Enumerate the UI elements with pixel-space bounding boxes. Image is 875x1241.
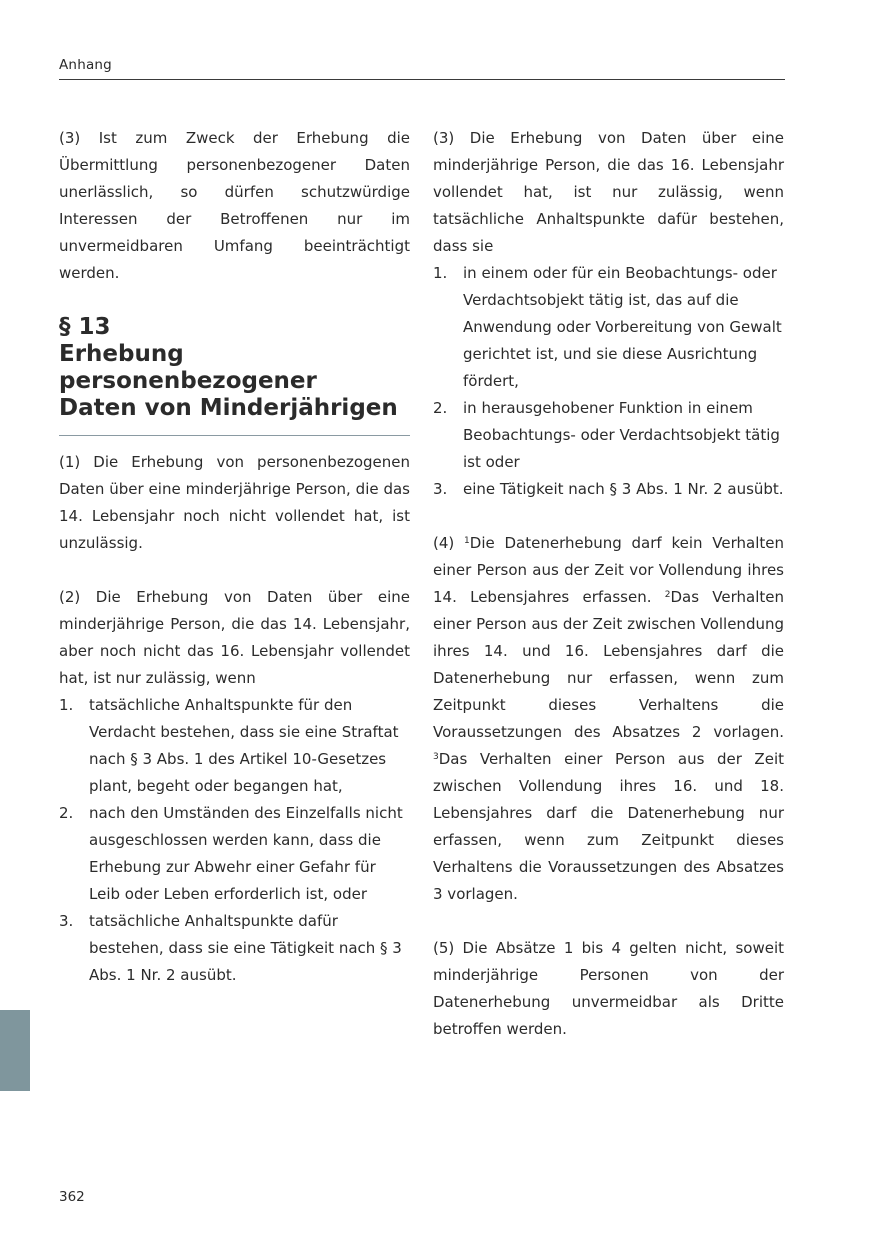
sentence-3: Das Verhalten einer Person aus der Zeit zwischen Vollendung ihres 16. und 18. Lebensjahres darf die Datenerhebung nur erfassen, wenn zum Zeitpunkt dieses Verhaltens die Voraussetzungen des Absatzes 3 vorlagen. — [433, 750, 784, 903]
section-number: § 13 — [59, 314, 111, 340]
running-header: Anhang — [59, 57, 112, 73]
paragraph-1: (1) Die Erhebung von personenbezogenen Daten über eine minderjährige Person, die das 14. Lebensjahr noch nicht vollendet hat, ist unzulässig. — [59, 453, 410, 552]
sentence-2: Das Verhalten einer Person aus der Zeit zwischen Vollendung ihres 14. und 16. Lebensjahres darf die Datenerhebung nur erfassen, wenn zum Zeitpunkt dieses Verhaltens die Voraussetzungen des Absatzes 2 vorlagen. — [433, 588, 784, 741]
list-item-text: eine Tätigkeit nach § 3 Abs. 1 Nr. 2 ausübt. — [463, 480, 784, 498]
section-heading — [59, 314, 410, 422]
list-item-text: tatsächliche Anhaltspunkte für den Verdacht bestehen, dass sie eine Straftat nach § 3 Abs. 1 des Artikel 10-Gesetzes plant, begeht oder begangen hat, — [89, 696, 399, 795]
list-item-number: 3. — [59, 912, 74, 930]
section-title-line-1: Erhebung personenbezogener — [59, 341, 317, 394]
paragraph-2-list — [59, 692, 410, 989]
right-column — [433, 125, 784, 1043]
list-item — [59, 692, 410, 800]
header-divider — [59, 79, 785, 80]
sentence-marker: 1 — [464, 536, 470, 546]
list-item — [59, 800, 410, 908]
list-item-number: 2. — [433, 399, 448, 417]
list-item-number: 1. — [59, 696, 74, 714]
list-item — [433, 260, 784, 395]
sentence-1: Die Datenerhebung darf kein Verhalten einer Person aus der Zeit vor Vollendung ihres 14. Lebensjahres erfassen. — [433, 534, 785, 606]
paragraph-3-intro: (3) Die Erhebung von Daten über eine minderjährige Person, die das 16. Lebensjahr vollendet hat, ist nur zulässig, wenn tatsächliche Anhaltspunkte dafür bestehen, dass sie — [433, 129, 784, 255]
list-item — [433, 395, 784, 476]
list-item-text: in herausgehobener Funktion in einem Beobachtungs- oder Verdachtsobjekt tätig ist oder — [463, 399, 780, 471]
section-title-line-2: Daten von Minderjährigen — [59, 395, 398, 421]
list-item-text: in einem oder für ein Beobachtungs- oder Verdachtsobjekt tätig ist, das auf die Anwendung oder Vorbereitung von Gewalt gerichtet ist, und sie diese Ausrichtung fördert, — [463, 264, 782, 390]
list-item-number: 1. — [433, 264, 448, 282]
paragraph-5: (5) Die Absätze 1 bis 4 gelten nicht, soweit minderjährige Personen von der Datenerhebung unvermeidbar als Dritte betroffen werden. — [433, 939, 784, 1038]
paragraph-3-continued: (3) Ist zum Zweck der Erhebung die Übermittlung personenbezogener Daten unerlässlich, so dürfen schutzwürdige Interessen der Betroffenen nur im unvermeidbaren Umfang beeinträchtigt werden. — [59, 129, 410, 282]
paragraph-4-label: (4) — [433, 534, 465, 552]
list-item — [433, 476, 784, 503]
sentence-marker: 3 — [433, 752, 439, 762]
list-item-number: 3. — [433, 480, 448, 498]
list-item-text: tatsächliche Anhaltspunkte dafür bestehen, dass sie eine Tätigkeit nach § 3 Abs. 1 Nr. 2 ausübt. — [89, 912, 402, 984]
paragraph-4 — [433, 530, 784, 908]
page-number: 362 — [59, 1189, 85, 1205]
paragraph-3-list — [433, 260, 784, 503]
section-divider — [59, 435, 410, 436]
paragraph-2-intro: (2) Die Erhebung von Daten über eine minderjährige Person, die das 14. Lebensjahr, aber noch nicht das 16. Lebensjahr vollendet hat, ist nur zulässig, wenn — [59, 588, 410, 687]
section-tab-marker — [0, 1010, 30, 1091]
list-item-text: nach den Umständen des Einzelfalls nicht ausgeschlossen werden kann, dass die Erhebung zur Abwehr einer Gefahr für Leib oder Leben erforderlich ist, oder — [89, 804, 403, 903]
list-item — [59, 908, 410, 989]
left-column — [59, 125, 410, 989]
sentence-marker: 2 — [664, 590, 671, 600]
list-item-number: 2. — [59, 804, 74, 822]
